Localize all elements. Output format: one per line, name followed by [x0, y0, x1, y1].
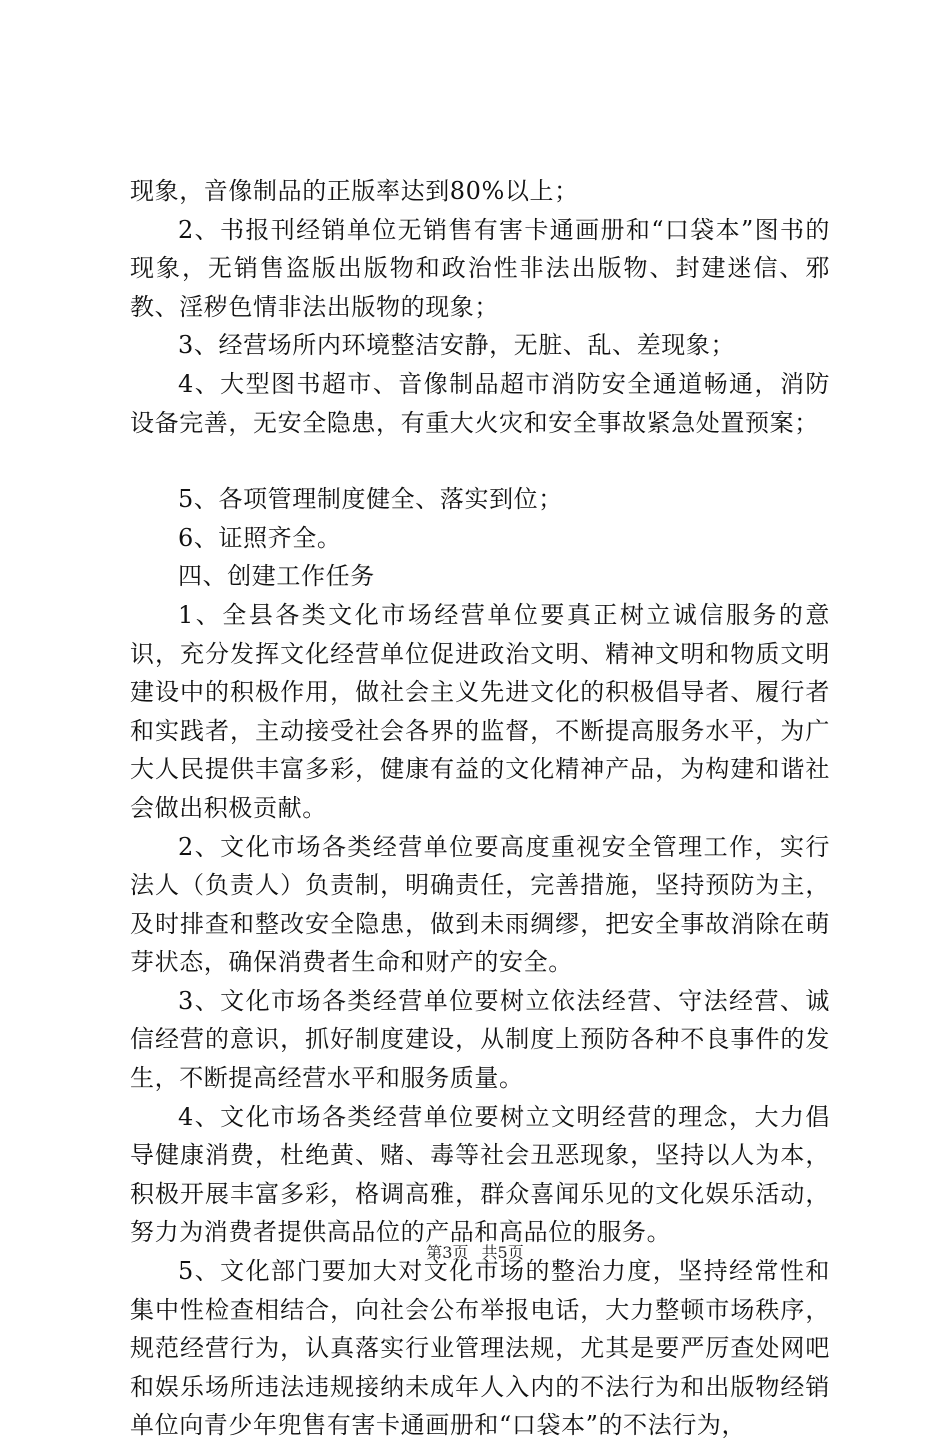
- page-total: 共5页: [481, 1243, 524, 1262]
- task-item-3: 3、文化市场各类经营单位要树立依法经营、守法经营、诚信经营的意识，抓好制度建设，从制度上预防各种不良事件的发生，不断提高经营水平和服务质量。: [130, 986, 830, 1093]
- section-heading: 四、创建工作任务: [178, 562, 375, 591]
- task-item-1: 1、全县各类文化市场经营单位要真正树立诚信服务的意识，充分发挥文化经营单位促进政治文明、精神文明和物质文明建设中的积极作用，做社会主义先进文化的积极倡导者、履行者和实践者，主动接受社会各界的监督，不断提高服务水平，为广大人民提供丰富多彩，健康有益的文化精神产品，为构建和谐社会做出积极贡献。: [130, 600, 830, 822]
- paragraph-item-2: 2、书报刊经销单位无销售有害卡通画册和“口袋本”图书的现象，无销售盗版出版物和政治性非法出版物、封建迷信、邪教、淫秽色情非法出版物的现象；: [130, 215, 830, 321]
- paragraph-item-5: 5、各项管理制度健全、落实到位；: [178, 485, 563, 514]
- paragraph-item-6: 6、证照齐全。: [178, 523, 342, 552]
- task-item-4: 4、文化市场各类经营单位要树立文明经营的理念，大力倡导健康消费，杜绝黄、赌、毒等社会丑恶现象，坚持以人为本，积极开展丰富多彩，格调高雅，群众喜闻乐见的文化娱乐活动，努力为消费者提供高品位的产品和高品位的服务。: [130, 1102, 830, 1247]
- page-footer: [0, 1240, 950, 1263]
- paragraph-continuation: 现象，音像制品的正版率达到80%以上；: [130, 177, 579, 205]
- task-item-5: 5、文化部门要加大对文化市场的整治力度，坚持经常性和集中性检查相结合，向社会公布举报电话，大力整顿市场秩序，规范经营行为，认真落实行业管理法规，尤其是要严厉查处网吧和娱乐场所违法违规接纳未成年人入内的不法行为和出版物经销单位向青少年兜售有害卡通画册和“口袋本”的不法行为，: [130, 1257, 830, 1440]
- paragraph-item-4: 4、大型图书超市、音像制品超市消防安全通道畅通，消防设备完善，无安全隐患，有重大火灾和安全事故紧急处置预案；: [130, 369, 830, 437]
- task-item-2: 2、文化市场各类经营单位要高度重视安全管理工作，实行法人（负责人）负责制，明确责任，完善措施，坚持预防为主，及时排查和整改安全隐患，做到未雨绸缪，把安全事故消除在萌芽状态，确保消费者生命和财产的安全。: [130, 832, 830, 977]
- paragraph-item-3: 3、经营场所内环境整洁安静，无脏、乱、差现象；: [178, 331, 736, 360]
- page-number: 第3页: [426, 1243, 469, 1262]
